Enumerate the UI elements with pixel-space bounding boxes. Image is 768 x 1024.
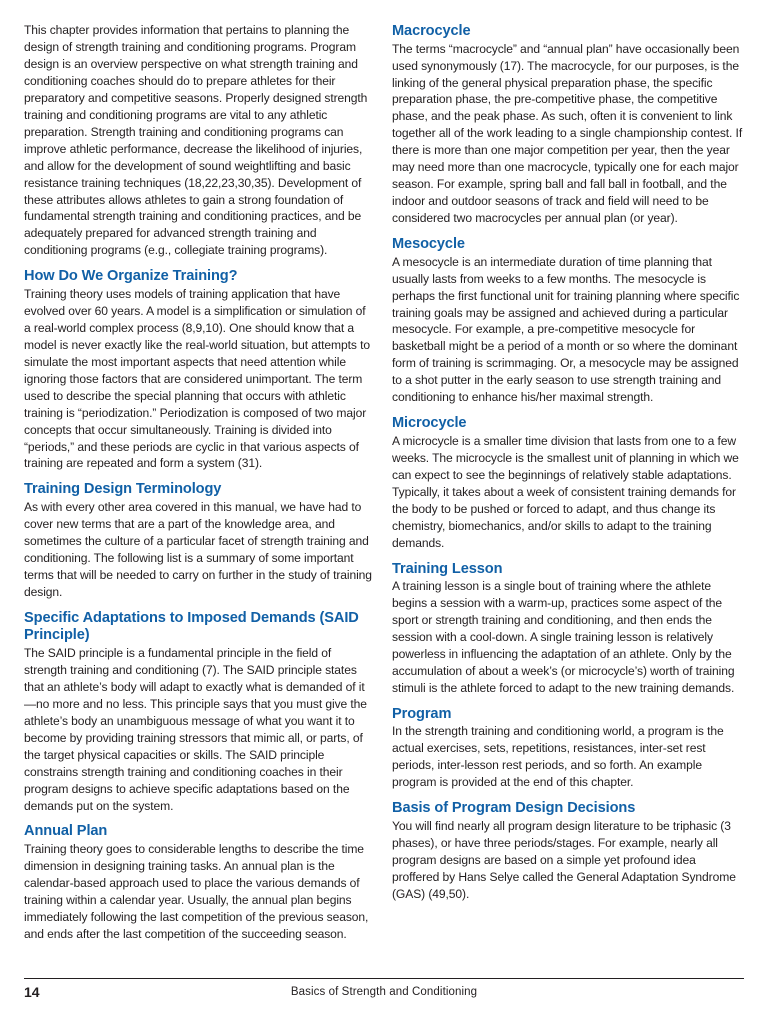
page-number: 14 xyxy=(24,984,40,1000)
organize-training-heading: How Do We Organize Training? xyxy=(24,268,238,285)
macrocycle-heading: Macrocycle xyxy=(392,23,471,39)
footer-divider xyxy=(24,978,744,979)
program-paragraph: In the strength training and conditioning world, a program is the actual exercises, sets, repetitions, resistances, inter-set rest periods, inter-lesson rest periods, and so forth. An example program is provided at the end of this chapter. xyxy=(392,724,724,790)
terminology-heading: Training Design Terminology xyxy=(24,481,222,498)
intro-paragraph: This chapter provides information that pertains to planning the design of strength training and conditioning programs. Program design is an overview perspective on what strength training and conditioning coaches should do to prepare athletes for their preparatory and competitive seasons. Properly designed strength training and conditioning programs are vital to any athletic preparation. Strength training and conditioning programs can improve athletic performance, decrease the likelihood of injuries, and allow for the development of sound weightlifting and basic resistance training techniques (18,22,23,30,35). Development of these attributes allows athletes to gain a strong foundation of fundamental strength training and conditioning practices, and be adequately prepared for advanced strength training and conditioning programs (e.g., collegiate training programs). xyxy=(24,23,368,258)
annual-plan-paragraph: Training theory goes to considerable lengths to describe the time dimension in designing training tasks. An annual plan is the calendar-based approach used to place the various demands of training within a calendar year. Usually, the annual plan begins immediately following the last competition of the previous season, and ends after the last competition of the succeeding season. xyxy=(24,842,369,941)
macrocycle-paragraph: The terms “macrocycle” and “annual plan” have occasionally been used synonymously (17). The macrocycle, for our purposes, is the linking of the general physical preparation phase, the specific preparation phase, the pre-competitive phase, the competitive phase, and the peak phase. As such, often it is convenient to link together all of the work leading to a single championship contest. If there is more than one major competition per year, then the year may need more than one macrocycle, typically one for each major season. For example, spring ball and fall ball in football, and the indoor and outdoor seasons of track and field will need to be considered two macrocycles per annual plan (or year). xyxy=(392,41,743,226)
running-title: Basics of Strength and Conditioning xyxy=(290,986,478,998)
basis-paragraph: You will find nearly all program design literature to be triphasic (3 phases), or have three periods/stages. For example, nearly all program designs are based on a simple yet profound idea proffered by Hans Selye called the General Adaptation Syndrome (GAS) (49,50). xyxy=(392,818,736,901)
annual-plan-heading: Annual Plan xyxy=(24,823,108,840)
mesocycle-paragraph: A mesocycle is an intermediate duration of time planning that usually lasts from weeks to a few months. The mesocycle is perhaps the first functional unit for training planning where specific training goals may be assigned and achieved during a particular mesocycle. For example, a pre-competitive mesocycle for basketball might be a period of a month or so where the dominant form of training is scrimmaging. Or, a mesocycle may be assigned to a shot putter in the early season to use strength training and conditioning to enhance his/her maximal strength. xyxy=(392,254,740,405)
right-column xyxy=(392,22,744,912)
microcycle-paragraph: A microcycle is a smaller time division that lasts from one to a few weeks. The microcycle is the smallest unit of planning in which we can expect to see the beginnings of relatively stable adaptations. Typically, it takes about a week of consistent training demands for the body to be pushed or forced to adapt, and thus change its chemistry, biomechanics, and/or skills to adapt to the training demands. xyxy=(392,433,739,550)
terminology-paragraph: As with every other area covered in this manual, we have had to cover new terms that are a part of the knowledge area, and sometimes the culture of a particular facet of strength training and conditioning. The following list is a summary of some important terms that will be needed to carry on further in the study of training design. xyxy=(24,500,372,599)
organize-training-paragraph: Training theory uses models of training application that have evolved over 60 years. A model is a simplification or simulation of a real-world complex process (8,9,10). One should know that a model is never exactly like the real-world situation, but attempts to simulate the most important aspects that need attention while ignoring those factors that are considered unimportant. The term used to describe the special planning that occurs with athletic training is “periodization.” Periodization is composed of two major concepts that occur simultaneously. Training is divided into “periods,” and these periods are cyclic in that various aspects of training are repeated and form a system (31). xyxy=(24,286,370,471)
program-heading: Program xyxy=(392,705,452,722)
said-principle-heading: Specific Adaptations to Imposed Demands (SAID Principle) xyxy=(24,609,359,644)
mesocycle-heading: Mesocycle xyxy=(392,236,465,253)
microcycle-heading: Microcycle xyxy=(392,415,467,432)
basis-heading: Basis of Program Design Decisions xyxy=(392,800,636,817)
said-principle-paragraph: The SAID principle is a fundamental principle in the field of strength training and conditioning (7). The SAID principle states that an athlete’s body will adapt to exactly what is demanded of it—no more and no less. This principle says that you must give the athlete’s body an unambiguous message of what you want it to become by providing training stressors that mimic all, or parts, of the target physical capacities or skills. The SAID principle constrains strength training and conditioning coaches in their program designs to achieve specific adaptations based on the demands put on the system. xyxy=(24,645,367,813)
training-lesson-paragraph: A training lesson is a single bout of training where the athlete begins a session with a warm-up, practices some aspect of the sport or strength training and conditioning, and then ends the session with a cool-down. A single training lesson is relatively powerless in influencing the adaptation of an athlete. Only by the accumulation of about a week’s (or microcycle’s) worth of training stimuli is the athlete forced to adapt to the new training demands. xyxy=(392,579,735,695)
left-column xyxy=(24,22,372,952)
training-lesson-heading: Training Lesson xyxy=(392,560,503,577)
